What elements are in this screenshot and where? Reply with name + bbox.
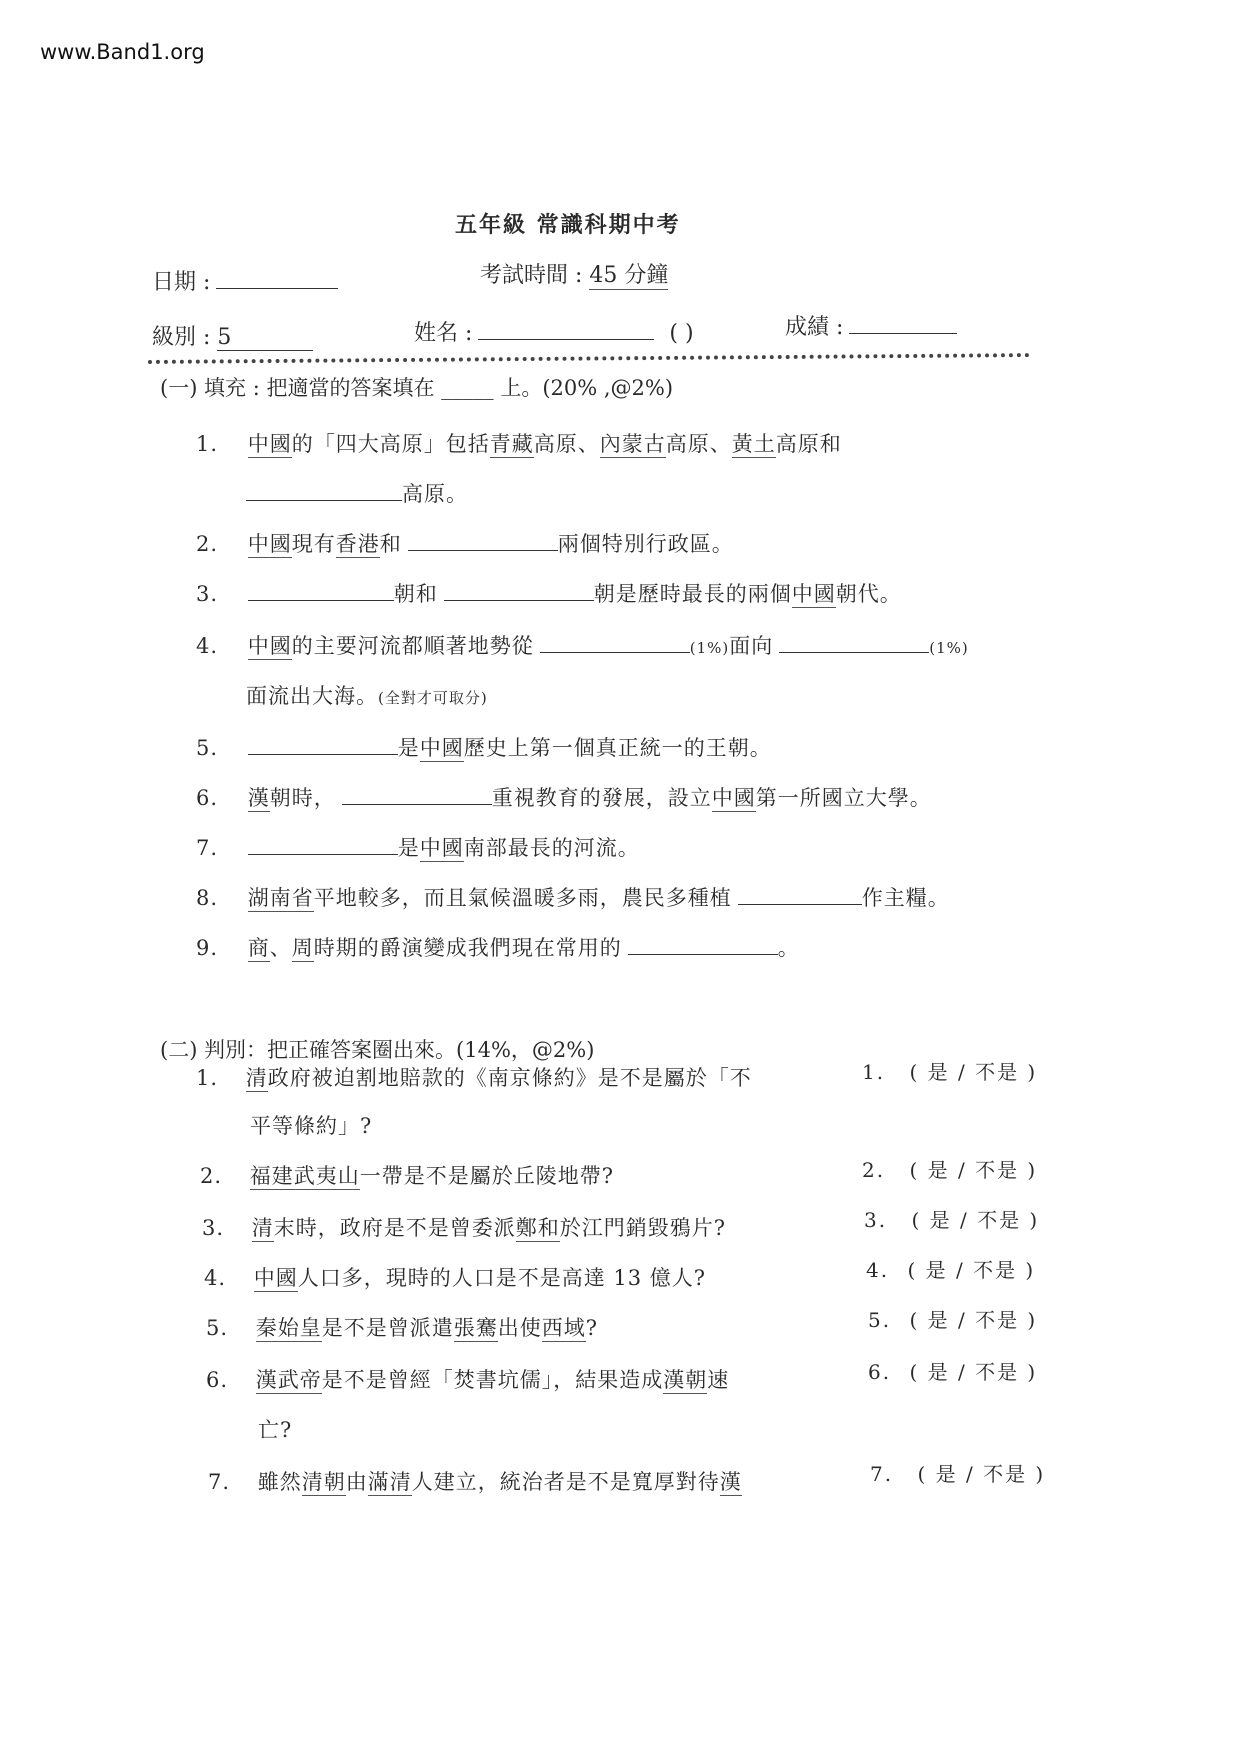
- q-text: 漢: [719, 1470, 742, 1494]
- tf-choice-7[interactable]: [870, 1458, 1045, 1487]
- answer-blank[interactable]: [628, 936, 778, 955]
- q-text: 秦始皇: [255, 1316, 322, 1340]
- class-number-paren: ( ): [669, 321, 694, 346]
- choice-number: 3.: [864, 1208, 888, 1232]
- separator-line: [148, 353, 1030, 364]
- answer-blank[interactable]: [342, 786, 492, 805]
- q-text: 周: [291, 936, 314, 960]
- q-text: 中國: [791, 582, 836, 606]
- choice-number: 7.: [870, 1462, 894, 1486]
- q-text: 和: [379, 532, 402, 556]
- q-text: 內蒙古: [599, 432, 666, 456]
- fill-question-6: [196, 782, 932, 812]
- question-number: 2.: [200, 1164, 223, 1188]
- score-field: [785, 310, 957, 341]
- tf-question-1-cont: 平等條約」?: [250, 1114, 373, 1138]
- q-text: 政府被迫割地賠款的《南京條約》是不是屬於「不: [267, 1066, 752, 1090]
- answer-blank[interactable]: [246, 482, 402, 501]
- name-field: [414, 316, 694, 347]
- q-text: 漢武帝: [255, 1368, 322, 1392]
- tf-choice-6[interactable]: [868, 1356, 1037, 1385]
- q-text: 張騫: [453, 1316, 498, 1340]
- answer-blank[interactable]: [408, 532, 558, 551]
- choice-number: 2.: [862, 1158, 886, 1182]
- q-text: 漢朝: [663, 1368, 708, 1392]
- q-text: 朝是歷時最長的兩個: [593, 582, 792, 606]
- question-number: 4.: [196, 634, 219, 658]
- question-number: 2.: [196, 532, 219, 556]
- question-number: 5.: [196, 736, 219, 760]
- q-text: 由: [345, 1470, 368, 1494]
- q-text: 滿清: [367, 1470, 412, 1494]
- section1-heading: (一) 填充 : 把適當的答案填在 _____ 上。(20% ,@2%): [160, 376, 674, 400]
- fill-question-1-cont: [246, 478, 468, 508]
- choice-options[interactable]: ( 是 / 不是 ): [909, 1360, 1038, 1384]
- q-text: 是: [397, 836, 420, 860]
- q-text: 南部最長的河流。: [463, 836, 640, 860]
- q-text: 一帶是不是屬於丘陵地帶?: [359, 1164, 614, 1188]
- choice-options[interactable]: ( 是 / 不是 ): [909, 1060, 1038, 1084]
- choice-options[interactable]: ( 是 / 不是 ): [907, 1258, 1036, 1282]
- exam-time-field: [480, 258, 668, 289]
- q-text: 黃土: [731, 432, 776, 456]
- name-blank[interactable]: [478, 321, 654, 340]
- q-text: 人口多，現時的人口是不是高達 13 億人?: [297, 1266, 707, 1290]
- fill-question-7: [196, 832, 640, 862]
- q-text: 重視教育的發展，設立: [491, 786, 712, 810]
- q-text: 作主糧。: [861, 886, 950, 910]
- class-field: [152, 320, 313, 351]
- site-url: www.Band1.org: [40, 40, 205, 64]
- question-number: 7.: [208, 1470, 231, 1494]
- answer-blank[interactable]: [444, 582, 594, 601]
- q-text: 高原、: [665, 432, 732, 456]
- tf-choice-1[interactable]: [862, 1056, 1037, 1085]
- q-text: ?: [585, 1316, 598, 1340]
- q-text: 的「四大高原」包括: [291, 432, 490, 456]
- q-text: 朝時，: [269, 786, 336, 810]
- date-field: [152, 265, 338, 296]
- date-label: 日期 :: [152, 270, 211, 295]
- q-text: 的主要河流都順著地勢從: [291, 634, 534, 658]
- q-text: 是: [397, 736, 420, 760]
- mark-note: (1%): [929, 639, 969, 657]
- tf-choice-5[interactable]: [868, 1304, 1037, 1333]
- tf-question-7: [208, 1466, 742, 1496]
- q-text: 末時，政府是不是曾委派: [273, 1216, 516, 1240]
- q-text: 朝和: [393, 582, 438, 606]
- choice-number: 4.: [866, 1258, 890, 1282]
- answer-blank[interactable]: [779, 634, 929, 653]
- q-text: 雖然: [257, 1470, 302, 1494]
- q-text: 清: [251, 1216, 274, 1240]
- q-text: 平地較多，而且氣候溫暖多雨，農民多種植: [313, 886, 732, 910]
- choice-options[interactable]: ( 是 / 不是 ): [909, 1308, 1038, 1332]
- question-number: 7.: [196, 836, 219, 860]
- tf-question-6: [206, 1364, 729, 1394]
- tf-choice-4[interactable]: [866, 1254, 1035, 1283]
- section2-heading: (二) 判別：把正確答案圈出來。(14%，@2%): [160, 1038, 595, 1062]
- choice-number: 6.: [868, 1360, 892, 1384]
- question-number: 5.: [206, 1316, 229, 1340]
- q-text: 出使: [497, 1316, 542, 1340]
- answer-blank[interactable]: [738, 886, 862, 905]
- question-number: 1.: [196, 432, 219, 456]
- q-text: 中國: [419, 836, 464, 860]
- answer-blank[interactable]: [248, 736, 398, 755]
- q-text: 中國: [419, 736, 464, 760]
- q-text: 中國: [253, 1266, 298, 1290]
- tf-question-5: [206, 1312, 598, 1342]
- question-number: 3.: [196, 582, 219, 606]
- exam-time-value: 45 分鐘: [589, 263, 669, 288]
- q-text: 面向: [729, 634, 774, 658]
- question-number: 6.: [206, 1368, 229, 1392]
- q-text: 是不是曾派遣: [321, 1316, 454, 1340]
- q-text: 中國: [247, 634, 292, 658]
- q-text: 湖南省: [247, 886, 314, 910]
- fill-question-1: [196, 428, 842, 458]
- q-text: 清朝: [301, 1470, 346, 1494]
- q-text: 高原。: [402, 482, 468, 506]
- q-text: 高原、: [533, 432, 600, 456]
- exam-title: 五年級 常識科期中考: [455, 212, 681, 238]
- q-text: 朝代。: [835, 582, 902, 606]
- q-text: 現有: [291, 532, 336, 556]
- answer-blank[interactable]: [248, 836, 398, 855]
- answer-blank[interactable]: [248, 582, 394, 601]
- q-text: 中國: [247, 532, 292, 556]
- choice-number: 1.: [862, 1060, 886, 1084]
- q-text: 、: [269, 936, 292, 960]
- fill-question-9: [196, 932, 800, 962]
- fill-question-2: [196, 528, 734, 558]
- score-blank[interactable]: [849, 315, 957, 334]
- tf-question-3: [202, 1212, 726, 1242]
- choice-options[interactable]: ( 是 / 不是 ): [917, 1462, 1046, 1486]
- q-text: 高原和: [775, 432, 842, 456]
- q-text: 青藏: [489, 432, 534, 456]
- choice-options[interactable]: ( 是 / 不是 ): [911, 1208, 1040, 1232]
- q-text: 福建武夷山: [249, 1164, 360, 1188]
- q-text: 時期的爵演變成我們現在常用的: [313, 936, 622, 960]
- tf-question-2: [200, 1160, 614, 1190]
- choice-options[interactable]: ( 是 / 不是 ): [909, 1158, 1038, 1182]
- q-text: 中國: [711, 786, 756, 810]
- class-value: 5: [217, 325, 313, 351]
- q-text: 中國: [247, 432, 292, 456]
- name-label: 姓名 :: [414, 321, 473, 346]
- q-text: 香港: [335, 532, 380, 556]
- class-label: 級別 :: [152, 325, 211, 350]
- q-text: 於江門銷毀鴉片?: [559, 1216, 726, 1240]
- q-text: 速: [707, 1368, 730, 1392]
- q-text: 歷史上第一個真正統一的王朝。: [463, 736, 772, 760]
- fill-question-4-cont: [246, 680, 488, 710]
- q-text: 兩個特別行政區。: [557, 532, 734, 556]
- tf-choice-3[interactable]: [864, 1204, 1039, 1233]
- q-text: 清: [245, 1066, 268, 1090]
- tf-choice-2[interactable]: [862, 1154, 1037, 1183]
- fill-question-4: [196, 630, 969, 660]
- date-blank[interactable]: [216, 270, 338, 289]
- tf-question-6-cont: 亡?: [258, 1418, 293, 1442]
- fill-question-3: [196, 578, 902, 608]
- fill-question-5: [196, 732, 772, 762]
- choice-number: 5.: [868, 1308, 892, 1332]
- q-text: 第一所國立大學。: [755, 786, 932, 810]
- question-number: 8.: [196, 886, 219, 910]
- question-number: 6.: [196, 786, 219, 810]
- question-number: 3.: [202, 1216, 225, 1240]
- q-text: 面流出大海。: [246, 684, 378, 708]
- q-text: 。: [777, 936, 800, 960]
- q-text: 人建立，統治者是不是寬厚對待: [411, 1470, 720, 1494]
- tf-question-4: [204, 1262, 706, 1292]
- q-text: 商: [247, 936, 270, 960]
- q-text: 西域: [541, 1316, 586, 1340]
- mark-note: (全對才可取分): [378, 689, 488, 707]
- q-text: 鄭和: [515, 1216, 560, 1240]
- fill-question-8: [196, 882, 950, 912]
- question-number: 4.: [204, 1266, 227, 1290]
- answer-blank[interactable]: [540, 634, 690, 653]
- question-number: 9.: [196, 936, 219, 960]
- question-number: 1.: [196, 1066, 219, 1090]
- tf-question-1: [196, 1062, 752, 1092]
- q-text: 漢: [247, 786, 270, 810]
- exam-time-label: 考試時間 :: [480, 263, 583, 288]
- mark-note: (1%): [689, 639, 730, 657]
- q-text: 是不是曾經「焚書坑儒」，結果造成: [321, 1368, 664, 1392]
- score-label: 成績 :: [785, 315, 844, 340]
